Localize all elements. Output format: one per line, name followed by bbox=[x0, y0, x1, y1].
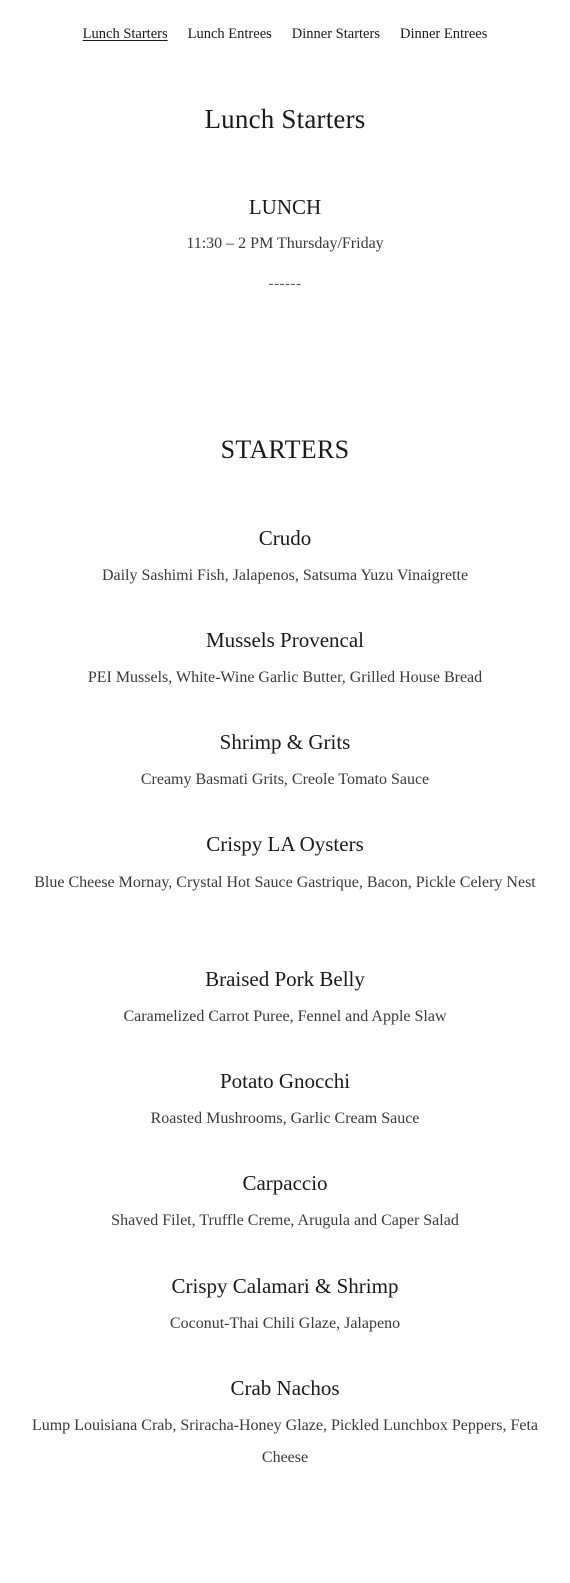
lunch-separator: ------ bbox=[268, 276, 302, 292]
lunch-heading: LUNCH bbox=[248, 195, 322, 219]
menu-item-description: Shaved Filet, Truffle Creme, Arugula and Caper Salad bbox=[111, 1212, 459, 1229]
menu-item-name: Mussels Provencal bbox=[205, 628, 365, 652]
menu-item-description: PEI Mussels, White-Wine Garlic Butter, Grilled House Bread bbox=[87, 669, 483, 686]
nav-link-lunch-starters[interactable]: Lunch Starters bbox=[82, 26, 168, 42]
menu-item-name: Shrimp & Grits bbox=[219, 730, 351, 754]
menu-item-description: Roasted Mushrooms, Garlic Cream Sauce bbox=[150, 1110, 420, 1127]
menu-item-description: Coconut-Thai Chili Glaze, Jalapeno bbox=[169, 1315, 401, 1332]
starters-heading: STARTERS bbox=[220, 435, 350, 464]
lunch-hours: 11:30 – 2 PM Thursday/Friday bbox=[186, 235, 384, 252]
menu-item-name: Braised Pork Belly bbox=[205, 967, 365, 991]
menu-item-name: Crispy Calamari & Shrimp bbox=[171, 1274, 399, 1298]
menu-item-description: Creamy Basmati Grits, Creole Tomato Sauce bbox=[140, 771, 430, 788]
menu-item-description: Lump Louisiana Crab, Sriracha-Honey Glaze, Pickled Lunchbox Peppers, Feta Cheese bbox=[31, 1417, 539, 1466]
nav-link-dinner-starters[interactable]: Dinner Starters bbox=[291, 26, 380, 42]
menu-item-description: Blue Cheese Mornay, Crystal Hot Sauce Gastrique, Bacon, Pickle Celery Nest bbox=[34, 874, 536, 891]
nav-link-dinner-entrees[interactable]: Dinner Entrees bbox=[399, 26, 488, 42]
menu-item-name: Crab Nachos bbox=[230, 1376, 340, 1400]
nav-link-lunch-entrees[interactable]: Lunch Entrees bbox=[187, 26, 272, 42]
menu-item-name: Crispy LA Oysters bbox=[206, 832, 364, 856]
menu-item-name: Crudo bbox=[258, 526, 312, 550]
menu-item-name: Carpaccio bbox=[242, 1171, 328, 1195]
menu-item-description: Daily Sashimi Fish, Jalapenos, Satsuma Yuzu Vinaigrette bbox=[101, 567, 469, 584]
menu-item-name: Potato Gnocchi bbox=[219, 1069, 351, 1093]
menu-category-nav bbox=[0, 24, 570, 44]
page-title: Lunch Starters bbox=[204, 104, 366, 134]
menu-item-description: Caramelized Carrot Puree, Fennel and Apple Slaw bbox=[123, 1008, 447, 1025]
